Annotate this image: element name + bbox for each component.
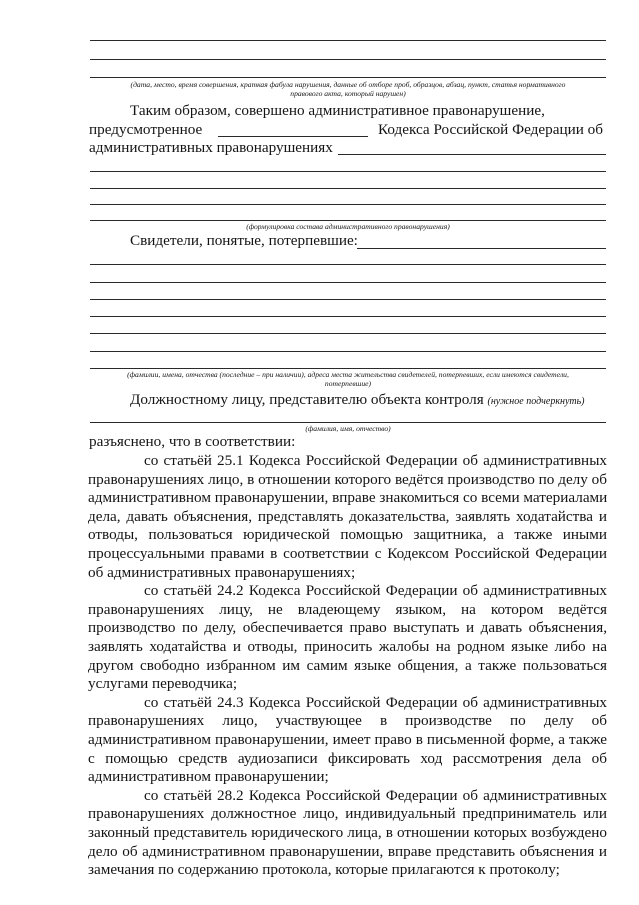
blank-line[interactable] bbox=[90, 316, 606, 317]
blank-line[interactable] bbox=[90, 171, 606, 172]
thus-line-2b: Кодекса Российской Федерации об bbox=[378, 121, 603, 138]
official-note: (нужное подчеркнуть) bbox=[487, 396, 585, 407]
article-blank[interactable] bbox=[218, 136, 368, 137]
paragraph-line: административном правонарушении, имеет право в письменной форме, а также bbox=[88, 731, 607, 748]
caption-fio: (фамилия, имя, отчество) bbox=[305, 424, 391, 433]
paragraph-line: административном правонарушении; bbox=[88, 768, 329, 786]
paragraph-line: правонарушениях должностное лицо, индивидуальный предприниматель или bbox=[88, 805, 607, 823]
blank-line[interactable] bbox=[90, 77, 606, 78]
blank-line[interactable] bbox=[90, 220, 606, 221]
official-label bbox=[130, 391, 585, 411]
blank-line[interactable] bbox=[90, 188, 606, 189]
paragraph-line: со статьёй 28.2 Кодекса Российской Федерации об административных bbox=[144, 786, 607, 804]
blank-line[interactable] bbox=[90, 368, 606, 369]
paragraph-line: другом свободно избранном им самим языке общения, а также пользоваться bbox=[88, 656, 607, 674]
caption-witnesses-cont: потерпевшие) bbox=[324, 379, 372, 388]
blank-line[interactable] bbox=[90, 282, 606, 283]
paragraph-line: со статьёй 24.2 Кодекса Российской Федерации об административных bbox=[144, 582, 607, 600]
official-fio-blank[interactable] bbox=[90, 422, 606, 423]
thus-line-2a: предусмотренное bbox=[89, 121, 203, 138]
thus-line-1: Таким образом, совершено административное правонарушение, bbox=[130, 102, 545, 119]
paragraph-line: отводы, пользоваться юридической помощью защитника, а также иными bbox=[88, 526, 607, 544]
paragraph-line: дело об административном правонарушении, вправе представить объяснения и bbox=[88, 842, 607, 860]
paragraph-line: со статьёй 25.1 Кодекса Российской Федерации об административных bbox=[144, 452, 607, 469]
blank-line[interactable] bbox=[90, 59, 606, 60]
caption-event-cont: правового акта, который нарушен) bbox=[290, 89, 406, 98]
paragraph-line: со статьёй 24.3 Кодекса Российской Федерации об административных bbox=[144, 693, 607, 711]
witnesses-label: Свидетели, понятые, потерпевшие: bbox=[130, 232, 358, 249]
explained-text: разъяснено, что в соответствии: bbox=[89, 433, 296, 450]
blank-line[interactable] bbox=[90, 333, 606, 334]
composition-blank[interactable] bbox=[338, 154, 606, 155]
official-label-text: Должностному лицу, представителю объекта контроля bbox=[130, 391, 484, 408]
paragraph-line: правонарушениях лицо, участвующее в производстве по делу об bbox=[88, 712, 607, 730]
blank-line[interactable] bbox=[90, 351, 606, 352]
blank-line[interactable] bbox=[90, 299, 606, 300]
blank-line[interactable] bbox=[90, 264, 606, 265]
paragraph-line: с помощью средств аудиозаписи фиксировать ход рассмотрения дела об bbox=[88, 749, 607, 767]
witnesses-blank[interactable] bbox=[357, 248, 606, 249]
thus-line-3: административных правонарушениях bbox=[89, 139, 333, 156]
paragraph-line: правонарушениях лицу, не владеющему языком, на котором ведётся bbox=[88, 600, 607, 618]
paragraph-line: дела, давать объяснения, представлять доказательства, заявлять ходатайства и bbox=[88, 507, 607, 525]
paragraph-line: процессуальными правами в соответствии с Кодексом Российской Федерации bbox=[88, 545, 607, 562]
paragraph-line: услугами переводчика; bbox=[88, 675, 238, 693]
paragraph-line: замечания по содержанию протокола, которые прилагаются к протоколу; bbox=[88, 861, 560, 879]
caption-event: (дата, место, время совершения, краткая фабула нарушения, данные об отборе проб, образцов, абзац, пункт, статья нормативного bbox=[130, 80, 566, 89]
caption-composition: (формулировка состава административного правонарушения) bbox=[246, 222, 450, 231]
blank-line[interactable] bbox=[90, 40, 606, 41]
paragraph-line: об административных правонарушениях; bbox=[88, 563, 356, 581]
paragraph-line: административном правонарушении, вправе знакомиться со всеми материалами bbox=[88, 489, 608, 507]
paragraph-line: правонарушениях лицо, в отношении которого ведётся производство по делу об bbox=[88, 470, 607, 488]
paragraph-line: заявлять ходатайства и отводы, приносить жалобы на родном языке либо на bbox=[88, 638, 607, 655]
paragraph-line: законный представитель юридического лица, в отношении которых возбуждено bbox=[88, 824, 607, 841]
paragraph-line: производство по делу, обеспечивается право выступать и давать объяснения, bbox=[88, 619, 607, 637]
blank-line[interactable] bbox=[90, 204, 606, 205]
caption-witnesses: (фамилии, имена, отчества (последние – при наличии), адреса места жительства свидетелей, потерпевших, если имеются свидетели, bbox=[127, 370, 569, 379]
